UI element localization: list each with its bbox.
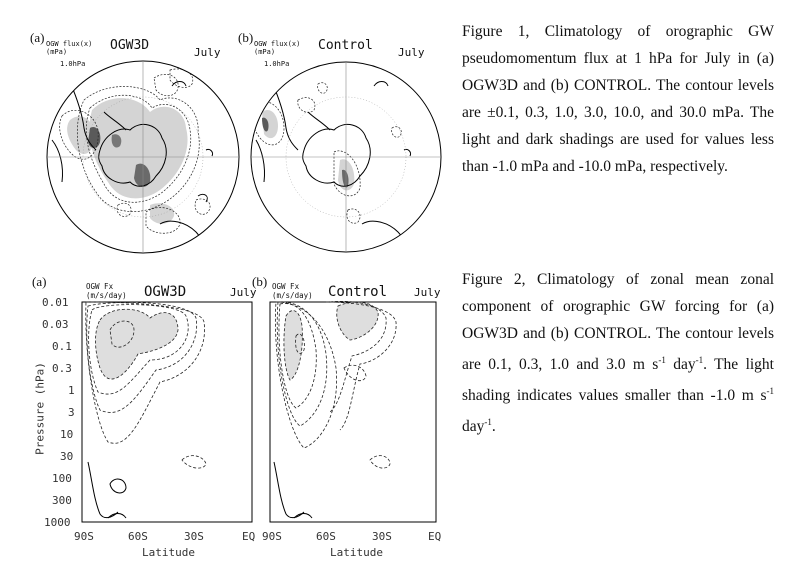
fig2-ytick-0: 0.01 (42, 296, 69, 309)
fig2a-xtick-0: 90S (74, 530, 94, 543)
fig2b-title: Control (328, 284, 388, 300)
fig1b-level: 1.0hPa (264, 60, 290, 68)
figure2-caption (462, 266, 774, 440)
figure2-caption-part2: day (665, 356, 696, 374)
fig1b-var-line1: OGW flux(x) (254, 40, 301, 48)
fig2-ytick-6: 10 (60, 428, 74, 441)
fig1b-title: Control (318, 38, 373, 53)
fig2-ytick-5: 3 (68, 406, 75, 419)
fig1a-title: OGW3D (110, 38, 150, 53)
figure1-caption-text: Figure 1, Climatology of orographic GW pseudomomentum flux at 1 hPa for July in (a) OGW3D and (b) CONTROL. The contour levels are ±0.1, 0.3, 1.0, 3.0, 10.0, and 30.0 mPa. The light and dark shadings are used for values less than -1.0 mPa and -10.0 mPa, respectively. (462, 23, 774, 175)
figure2-caption-sup2: -1 (695, 355, 704, 365)
figure2-caption-part5: . (491, 418, 496, 436)
fig2b-xtick-3: EQ (428, 530, 442, 543)
figure2-caption-sup4: -1 (484, 417, 492, 428)
fig2-ytick-1: 0.03 (42, 318, 69, 331)
fig1b-var-line2: (mPa) (254, 48, 276, 56)
fig2b-xlabel: Latitude (330, 546, 383, 559)
fig2a-month: July (230, 286, 257, 299)
fig2a-var-line2: (m/s/day) (86, 291, 127, 300)
fig1b-month: July (398, 46, 425, 59)
fig2a-xtick-2: 30S (184, 530, 204, 543)
fig1a-month: July (194, 46, 221, 59)
figure2-caption-part1: Figure 2, Climatology of zonal mean zonal component of orographic GW forcing for (a) OGW3D and (b) CONTROL. The contour levels are 0.1, 0.3, 1.0 and 3.0 m s (462, 271, 774, 374)
fig2-ytick-4: 1 (68, 384, 75, 397)
fig1b-panel-label: (b) (238, 30, 254, 45)
fig2b-panel-label: (b) (252, 274, 268, 289)
figure2-caption-text (462, 266, 774, 440)
fig2-ytick-3: 0.3 (52, 362, 72, 375)
fig2b-var-line1: OGW Fx (272, 282, 300, 291)
fig1a-var-line2: (mPa) (46, 48, 68, 56)
fig2b-xtick-2: 30S (372, 530, 392, 543)
figure2-caption-part4: day (462, 418, 485, 436)
fig2-ytick-10: 1000 (44, 516, 71, 529)
fig1a-level: 1.0hPa (60, 60, 86, 68)
figure2-caption-sup3: -1 (766, 386, 774, 397)
fig2b-var-line2: (m/s/day) (272, 291, 313, 300)
figure2-caption-part3: . The light shading indicates values smaller than -1.0 m s (462, 356, 774, 405)
fig2b-xtick-0: 90S (262, 530, 282, 543)
fig2a-ylabel: Pressure (hPa) (33, 362, 47, 455)
fig2-ytick-7: 30 (60, 450, 74, 463)
fig2b-month: July (414, 286, 441, 299)
fig2b-xtick-1: 60S (316, 530, 336, 543)
figure2-caption-sup1: -1 (658, 355, 666, 365)
fig2a-xlabel: Latitude (142, 546, 195, 559)
fig2a-title: OGW3D (144, 284, 187, 300)
fig2a-panel-label: (a) (32, 274, 47, 289)
fig2a-var-line1: OGW Fx (86, 282, 114, 291)
fig1a-panel-label: (a) (30, 30, 45, 45)
fig2a-xtick-3: EQ (242, 530, 256, 543)
fig2-ytick-9: 300 (52, 494, 72, 507)
fig2-ytick-2: 0.1 (52, 340, 72, 353)
fig1a-var-line1: OGW flux(x) (46, 40, 93, 48)
fig2-ytick-8: 100 (52, 472, 72, 485)
fig2a-xtick-1: 60S (128, 530, 148, 543)
